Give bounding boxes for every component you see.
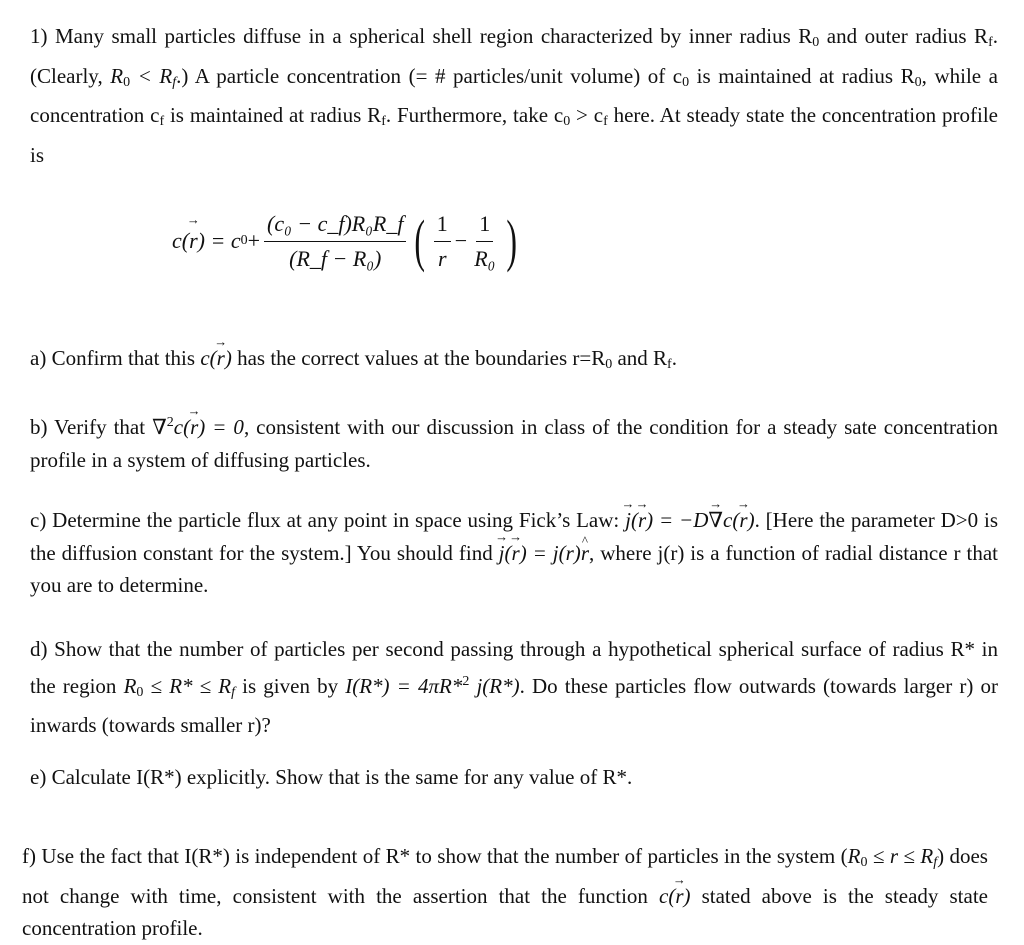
subscript: f (933, 855, 938, 870)
part-c-text: . [Here the parameter D>0 is the diffusion constant for the system.] You should find (30, 508, 998, 565)
math-var: ) = −D (646, 508, 709, 532)
problem-intro (30, 20, 998, 171)
math-var: ) = j(r) (519, 540, 581, 565)
intro-text: 1) Many small particles diffuse in a spherical shell region characterized by inner radius R (30, 24, 813, 48)
eq-numerator: (c₀ − c_f)R₀R_f (264, 209, 406, 242)
subscript: 0 (240, 233, 248, 248)
intro-text: . (Clearly, (30, 24, 998, 88)
part-b (30, 407, 998, 476)
subscript: f (988, 35, 993, 50)
eq-lhs: ) = c (197, 228, 241, 253)
part-a-text: and R (612, 346, 668, 370)
subscript: 0 (123, 74, 131, 90)
intro-text: . Furthermore, take c (385, 103, 564, 127)
math-vector-r: → r (675, 880, 683, 913)
math-var: ) (747, 508, 755, 532)
intro-text: and outer radius R (819, 24, 989, 48)
math-unit-r: ^ r (581, 537, 589, 570)
subscript: 0 (914, 74, 922, 90)
part-a-text: . (671, 346, 677, 370)
math-vector-r: → r (739, 504, 747, 537)
subscript: 0 (860, 855, 868, 870)
part-d-text: . Do these particles flow outwards (towards larger r) or inwards (towards smaller r)? (30, 673, 998, 737)
eq-denominator: (R_f − R₀) (289, 245, 382, 271)
part-f (22, 840, 988, 945)
math-var: c( (173, 415, 191, 439)
subscript: 0 (682, 74, 690, 90)
eq-inner-fraction-2 (471, 209, 498, 274)
math-vector-j: → j (499, 537, 505, 570)
intro-text: here. At steady state the concentration profile is (30, 103, 998, 167)
part-b-text: b) Verify that ∇ (30, 415, 167, 439)
part-a (30, 342, 998, 382)
math-var: I(R*) = 4πR* (345, 673, 463, 698)
part-c-text: c) Determine the particle flux at any point in space using Fick’s Law: (30, 508, 626, 532)
subscript: 0 (812, 35, 820, 50)
part-f-text: f) Use the fact that I(R*) is independent of R* to show that the number of particles in the system ( (22, 844, 848, 868)
intro-text: is maintained at radius R (164, 103, 382, 127)
part-d (30, 633, 998, 742)
math-var: ) (224, 346, 232, 370)
eq-left-paren: ( (414, 208, 426, 273)
intro-text: is maintained at radius R (689, 63, 915, 88)
eq-inner-denominator: R₀ (474, 245, 496, 271)
part-f-text: ) does not change with time, consistent with the assertion that the function (22, 844, 988, 908)
subscript: f (159, 114, 165, 129)
math-vector-r: → r (638, 504, 646, 537)
part-e-text: e) Calculate I(R*) explicitly. Show that is the same for any value of R*. (30, 765, 633, 789)
subscript: f (381, 114, 386, 129)
part-c-text: , where j(r) is a function of radial distance r that you are to determine. (30, 540, 998, 597)
math-vector-r: → r (217, 342, 225, 375)
eq-inner-denominator: r (438, 245, 447, 271)
math-var: c( (200, 346, 217, 370)
math-var: R (123, 673, 137, 698)
subscript: 0 (136, 684, 144, 700)
part-c (30, 504, 998, 602)
superscript: 2 (166, 415, 174, 430)
math-var: ( (630, 508, 638, 532)
intro-text: > c (570, 103, 604, 127)
subscript: 0 (563, 114, 571, 129)
part-d-text: is given by (235, 673, 346, 698)
math-vector-r: → r (190, 411, 198, 444)
math-var: c( (723, 508, 740, 532)
subscript: f (603, 114, 608, 129)
eq-minus: − (454, 228, 468, 253)
math-var: ) = 0 (198, 415, 244, 439)
subscript: f (231, 684, 236, 700)
math-var: j(R*) (469, 673, 520, 698)
intro-text: , while a concentration c (30, 63, 998, 127)
eq-inner-numerator: 1 (476, 209, 493, 242)
part-a-text: a) Confirm that this (30, 346, 201, 370)
part-e (30, 761, 998, 794)
math-vector-j: → j (625, 504, 631, 537)
math-var: ≤ r ≤ R (867, 844, 934, 868)
math-var: < R (130, 63, 173, 88)
part-a-text: has the correct values at the boundaries r=R (231, 346, 606, 370)
eq-inner-fraction-1 (434, 209, 451, 274)
concentration-equation (172, 196, 522, 286)
eq-right-paren: ) (506, 208, 518, 273)
eq-inner-numerator: 1 (434, 209, 451, 242)
math-var: ( (504, 540, 512, 565)
math-nabla: → ∇ (708, 504, 723, 537)
part-b-text: , consistent with our discussion in class of the condition for a steady sate concentration profile in a system of diffusing particles. (30, 415, 999, 472)
math-var: ) (683, 883, 691, 908)
subscript: f (172, 74, 177, 90)
eq-lhs: c( (172, 228, 190, 253)
subscript: 0 (605, 357, 613, 372)
eq-main-fraction (264, 209, 406, 274)
math-var: ≤ R* ≤ R (143, 673, 232, 698)
math-var: c( (659, 883, 676, 908)
intro-text: .) A particle concentration (= # particles/unit volume) of c (176, 63, 683, 88)
eq-vector-r: → r (189, 228, 198, 254)
eq-plus: + (247, 228, 261, 253)
subscript: f (667, 357, 672, 372)
part-f-text: stated above is the steady state concentration profile. (22, 883, 988, 940)
part-d-text: d) Show that the number of particles per second passing through a hypothetical spherical surface of radius R* in the region (30, 637, 998, 698)
math-var: R (110, 63, 124, 88)
superscript: 2 (462, 673, 470, 689)
math-var: R (847, 844, 861, 868)
math-vector-r: → r (512, 537, 520, 570)
